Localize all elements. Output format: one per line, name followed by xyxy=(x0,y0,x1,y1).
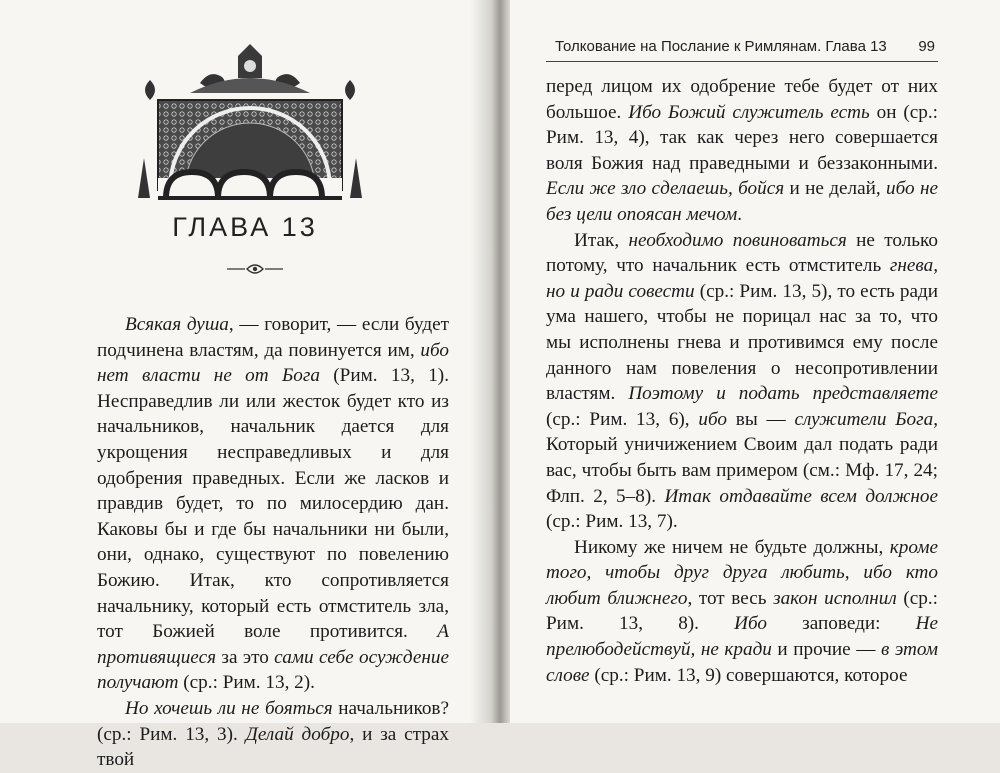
italic-run: необходимо повиноваться xyxy=(628,229,847,251)
italic-run: сами себе осуждение получают xyxy=(97,646,449,694)
italic-run: А противящиеся xyxy=(97,621,449,668)
italic-run: Поэтому и подать представляете xyxy=(628,383,938,405)
flourish-divider-icon xyxy=(225,262,285,276)
header-rule xyxy=(546,61,938,62)
italic-run: ибо xyxy=(698,408,727,430)
text-run: (ср.: Рим. 13, 5), то есть ради ума нашего, чтобы не порицал нас за то, что мы исполнены гнева и противимся ему после данного нам повеления о несопротивлении властям. xyxy=(546,280,938,405)
text-run: Никому же ничем не будьте должны, xyxy=(574,536,890,558)
text-run: , тот весь xyxy=(687,587,774,609)
italic-run: служители Бога xyxy=(794,408,934,430)
text-run: не только потому, что начальник есть отмститель xyxy=(546,229,938,277)
text-run: (ср.: Рим. 13, 8). xyxy=(546,587,938,635)
italic-run: ибо нет власти не от Бога xyxy=(97,339,449,387)
text-run: за это xyxy=(216,646,275,668)
paragraph xyxy=(97,696,449,773)
right-body-text xyxy=(546,74,938,688)
text-run: и прочие — xyxy=(771,639,881,661)
text-run: (Рим. 13, 1). Несправедлив ли или жесток будет кто из начальников, начальник дается для укрощения несправедливых и для одобрения праведных. Если же ласков и правдив будет, то по милосердию дан. Каковы бы и где бы начальники ни были, они, однако, существуют по повелению Божию. Итак, кто сопротивляется начальнику, который есть отмститель зла, тот Божией воле противится. xyxy=(97,365,449,643)
italic-run: гнева, но и ради совести xyxy=(546,255,938,302)
paragraph xyxy=(97,312,449,696)
running-head xyxy=(555,38,935,55)
text-run: и не делай, xyxy=(784,178,887,200)
text-run: , Который уничижением Своим дал подать ради вас, чтобы быть вам примером (см.: Мф. 17, 24; Флп. 2, 5–8). xyxy=(546,408,938,507)
italic-run: закон исполнил xyxy=(773,587,897,609)
paragraph xyxy=(546,74,938,228)
running-head-title: Толкование на Послание к Римлянам. Глава 13 xyxy=(555,38,887,55)
italic-run: Но хочешь ли не бояться xyxy=(125,697,333,719)
page-number: 99 xyxy=(918,38,935,55)
paragraph xyxy=(546,535,938,689)
left-body-text xyxy=(97,312,449,773)
text-run: (ср.: Рим. 13, 7). xyxy=(546,511,678,533)
italic-run: ибо не без цели опоясан мечом xyxy=(546,178,938,225)
chapter-title: ГЛАВА 13 xyxy=(172,212,318,242)
text-run: , — говорит, — если будет подчинена властям, да повинуется им, xyxy=(97,314,450,361)
italic-run: в этом слове xyxy=(546,639,938,686)
text-run: начальников? (ср.: Рим. 13, 3). xyxy=(97,697,449,745)
text-run: перед лицом их одобрение тебе будет от них большое. xyxy=(546,76,938,123)
italic-run: Итак отдавайте всем должное xyxy=(664,485,939,507)
text-run: он (ср.: Рим. 13, 4), так как через него совершается воля Божия над праведными и беззаконными. xyxy=(546,101,938,174)
italic-run: Если же зло сделаешь, бойся xyxy=(546,178,785,200)
text-run: (ср.: Рим. 13, 2). xyxy=(178,672,315,694)
text-run: (ср.: Рим. 13, 6), xyxy=(546,408,699,430)
text-run: . xyxy=(737,203,743,225)
italic-run: Ибо xyxy=(734,613,767,635)
left-page xyxy=(0,0,490,771)
text-run: Итак, xyxy=(574,229,629,251)
italic-run: Делай добро xyxy=(245,723,350,745)
italic-run: Всякая душа xyxy=(125,314,229,335)
text-run: (ср.: Рим. 13, 9) совершаются, которое xyxy=(589,664,908,686)
italic-run: Ибо Божий служитель есть xyxy=(628,101,870,123)
italic-run: кроме того, чтобы друг друга любить, ибо кто любит ближнего xyxy=(546,536,938,609)
ornamental-headpiece-icon xyxy=(130,38,370,203)
paragraph xyxy=(546,228,938,535)
text-run: вы — xyxy=(726,408,795,430)
text-run: заповеди: xyxy=(767,613,916,635)
italic-run: Не прелюбодействуй, не кради xyxy=(546,613,938,661)
text-run: , и за страх твой xyxy=(97,723,449,771)
